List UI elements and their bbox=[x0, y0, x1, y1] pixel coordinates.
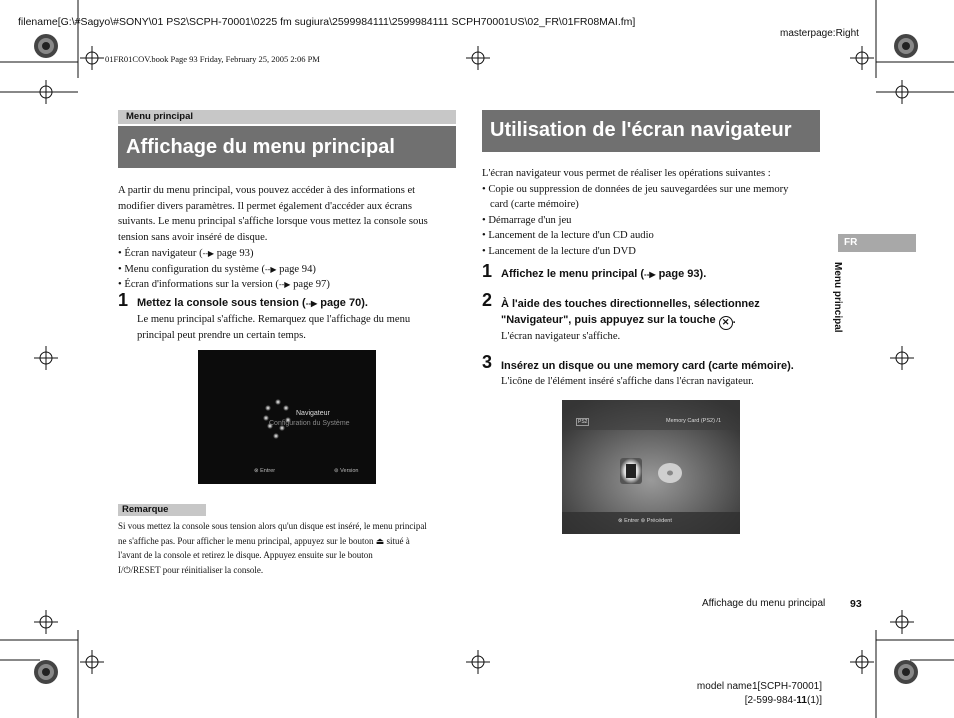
right-step3-instruction: Insérez un disque ou une memory card (carte mémoire). bbox=[501, 360, 794, 372]
page-ref-link[interactable]: page 97) bbox=[293, 279, 330, 290]
left-step1-desc: Le menu principal s'affiche. Remarquez que l'affichage du menu principal peut prendre un certain temps. bbox=[137, 314, 411, 341]
arrow-icon: --▶ bbox=[305, 299, 318, 308]
page-ref-link[interactable]: page 93) bbox=[216, 248, 254, 259]
note-label: Remarque bbox=[118, 504, 206, 516]
right-step3-desc: L'icône de l'élément inséré s'affiche dans l'écran navigateur. bbox=[501, 376, 754, 387]
page-ref-link[interactable]: page 70). bbox=[320, 297, 368, 309]
cross-button-icon: ✕ bbox=[719, 316, 733, 330]
right-intro bbox=[482, 166, 822, 259]
arrow-icon: --▶ bbox=[265, 264, 277, 274]
intro-line: suivants. Le menu principal s'affiche lorsque vous mettez la console sous bbox=[118, 216, 428, 227]
menu-item-system-config: Configuration du Système bbox=[269, 420, 350, 427]
header-book-info: 01FR01COV.book Page 93 Friday, February 25, 2005 2:06 PM bbox=[105, 54, 320, 64]
intro-line: tension sans avoir inséré de disque. bbox=[118, 231, 268, 243]
intro-line: modifier divers paramètres. Il permet également d'accéder aux écrans bbox=[118, 200, 412, 212]
right-title: Utilisation de l'écran navigateur bbox=[482, 110, 820, 152]
browser-screenshot bbox=[562, 400, 740, 534]
version-hint: ⊚ Version bbox=[334, 468, 359, 474]
right-bullets bbox=[482, 182, 822, 260]
page-number: 93 bbox=[850, 598, 862, 610]
right-step1-instruction: Affichez le menu principal (--▶ page 93). bbox=[501, 268, 707, 280]
list-item: • Écran navigateur (--▶ page 93) bbox=[118, 248, 254, 259]
list-item: • Copie ou suppression de données de jeu sauvegardées sur une memory bbox=[482, 183, 789, 195]
right-step2-desc: L'écran navigateur s'affiche. bbox=[501, 331, 621, 342]
enter-hint: ⊗ Entrer ⊚ Précédent bbox=[618, 518, 672, 524]
memory-card-label: Memory Card (PS2) /1 bbox=[666, 418, 722, 424]
orb-ring-graphic bbox=[198, 350, 376, 484]
step-number: 3 bbox=[482, 352, 493, 372]
list-item: • Lancement de la lecture d'un DVD bbox=[482, 245, 636, 257]
arrow-icon: --▶ bbox=[644, 270, 656, 279]
page-ref-link[interactable]: page 93). bbox=[658, 268, 707, 280]
list-item: • Démarrage d'un jeu bbox=[482, 214, 572, 226]
side-section-label: Menu principal bbox=[832, 262, 843, 333]
left-bullets bbox=[118, 246, 458, 293]
left-step1-instruction: Mettez la console sous tension (--▶ page 70). bbox=[137, 297, 368, 309]
left-intro bbox=[118, 183, 458, 293]
list-item: • Menu configuration du système (--▶ page 94) bbox=[118, 263, 316, 275]
step-number: 1 bbox=[482, 261, 493, 281]
list-item: • Lancement de la lecture d'un CD audio bbox=[482, 230, 654, 241]
intro-line: L'écran navigateur vous permet de réaliser les opérations suivantes : bbox=[482, 168, 771, 179]
page-ref-link[interactable]: page 94) bbox=[279, 263, 316, 275]
menu-item-navigator: Navigateur bbox=[296, 410, 330, 417]
step-number: 2 bbox=[482, 290, 493, 310]
enter-hint: ⊗ Entrer bbox=[254, 468, 276, 474]
header-filename: filename[G:\#Sagyo\#SONY\01 PS2\SCPH-70001\0225 fm sugiura\2599984111\2599984111 SCPH70001US\02_FR\01FR08MAI.fm] bbox=[18, 16, 636, 28]
arrow-icon: --▶ bbox=[278, 280, 291, 289]
note-text: Si vous mettez la console sous tension alors qu'un disque est inséré, le menu principal ne s'affiche pas. Pour afficher le menu principal, appuyez sur le bouton ⏏ situé à l'avant de la console et retirez le disque. Appuyez ensuite sur le bouton I/⏻/RESET pour réinitialiser la console. bbox=[118, 521, 427, 575]
step-number: 1 bbox=[118, 290, 129, 310]
section-label: Menu principal bbox=[118, 110, 456, 124]
arrow-icon: --▶ bbox=[202, 249, 215, 258]
footer-model-info: model name1[SCPH-70001] [2-599-984-11(1)] bbox=[696, 681, 822, 706]
left-title: Affichage du menu principal bbox=[118, 126, 456, 168]
ps2-logo: PS2 bbox=[578, 419, 588, 425]
header-masterpage: masterpage:Right bbox=[780, 28, 859, 39]
right-step2-instruction: À l'aide des touches directionnelles, sélectionnez "Navigateur", puis appuyez sur la touche ✕ . bbox=[501, 296, 821, 330]
list-item: • Écran d'informations sur la version (--▶ page 97) bbox=[118, 279, 330, 290]
list-item-continued: card (carte mémoire) bbox=[490, 199, 579, 210]
footer-title: Affichage du menu principal bbox=[702, 598, 826, 609]
language-tab: FR bbox=[838, 234, 916, 252]
main-menu-screenshot bbox=[198, 350, 376, 484]
intro-line: A partir du menu principal, vous pouvez accéder à des informations et bbox=[118, 185, 416, 196]
